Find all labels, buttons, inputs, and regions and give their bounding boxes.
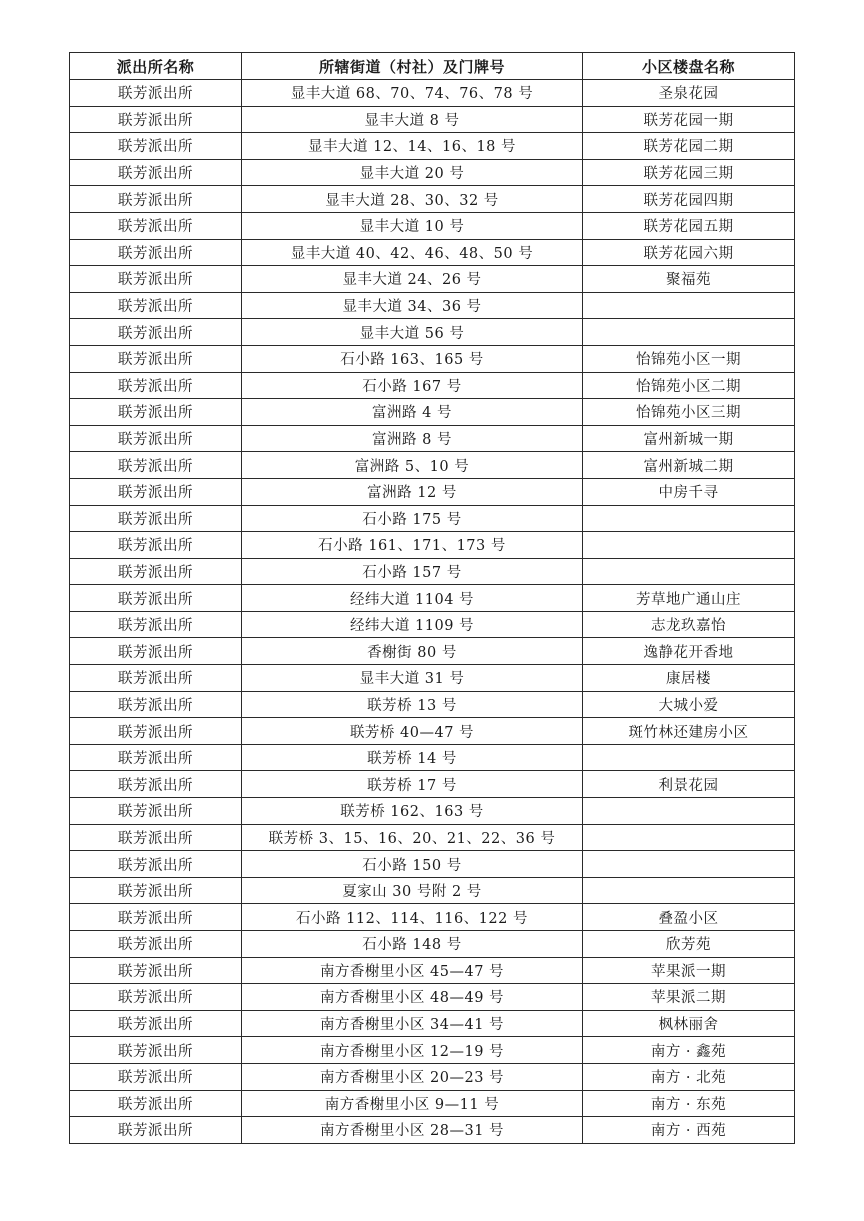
cell-community-name: 联芳花园一期 xyxy=(583,106,795,133)
cell-police-station: 联芳派出所 xyxy=(70,266,242,293)
cell-community-name: 富州新城一期 xyxy=(583,425,795,452)
table-row xyxy=(70,638,795,665)
cell-community-name: 南方 · 北苑 xyxy=(583,1063,795,1090)
table-row xyxy=(70,532,795,559)
cell-street-address: 石小路 150 号 xyxy=(242,851,583,878)
table-row xyxy=(70,319,795,346)
cell-community-name: 怡锦苑小区一期 xyxy=(583,345,795,372)
cell-police-station: 联芳派出所 xyxy=(70,931,242,958)
cell-street-address: 联芳桥 13 号 xyxy=(242,691,583,718)
table-row xyxy=(70,931,795,958)
cell-community-name: 叠盈小区 xyxy=(583,904,795,931)
cell-street-address: 经纬大道 1109 号 xyxy=(242,611,583,638)
cell-street-address: 显丰大道 34、36 号 xyxy=(242,292,583,319)
cell-street-address: 石小路 157 号 xyxy=(242,558,583,585)
table-row xyxy=(70,984,795,1011)
cell-street-address: 香榭街 80 号 xyxy=(242,638,583,665)
table-row xyxy=(70,798,795,825)
table-row xyxy=(70,691,795,718)
cell-community-name: 富州新城二期 xyxy=(583,452,795,479)
cell-police-station: 联芳派出所 xyxy=(70,665,242,692)
cell-police-station: 联芳派出所 xyxy=(70,133,242,160)
cell-street-address: 联芳桥 162、163 号 xyxy=(242,798,583,825)
cell-community-name: 芳草地广通山庄 xyxy=(583,585,795,612)
table-row xyxy=(70,771,795,798)
cell-street-address: 富洲路 4 号 xyxy=(242,399,583,426)
table-row xyxy=(70,292,795,319)
cell-community-name: 圣泉花园 xyxy=(583,80,795,107)
table-row xyxy=(70,824,795,851)
table-row xyxy=(70,159,795,186)
table-row xyxy=(70,399,795,426)
table-row xyxy=(70,851,795,878)
cell-police-station: 联芳派出所 xyxy=(70,744,242,771)
cell-police-station: 联芳派出所 xyxy=(70,904,242,931)
cell-police-station: 联芳派出所 xyxy=(70,718,242,745)
cell-street-address: 经纬大道 1104 号 xyxy=(242,585,583,612)
cell-community-name: 利景花园 xyxy=(583,771,795,798)
cell-street-address: 显丰大道 24、26 号 xyxy=(242,266,583,293)
table-row xyxy=(70,1010,795,1037)
table-row xyxy=(70,345,795,372)
cell-community-name: 怡锦苑小区二期 xyxy=(583,372,795,399)
table-row xyxy=(70,877,795,904)
table-row xyxy=(70,133,795,160)
cell-street-address: 联芳桥 14 号 xyxy=(242,744,583,771)
table-row xyxy=(70,904,795,931)
cell-community-name xyxy=(583,744,795,771)
table-row xyxy=(70,744,795,771)
cell-police-station: 联芳派出所 xyxy=(70,399,242,426)
table-row xyxy=(70,1090,795,1117)
table-row xyxy=(70,106,795,133)
cell-community-name: 联芳花园二期 xyxy=(583,133,795,160)
cell-police-station: 联芳派出所 xyxy=(70,1037,242,1064)
cell-community-name: 苹果派一期 xyxy=(583,957,795,984)
cell-community-name xyxy=(583,319,795,346)
cell-police-station: 联芳派出所 xyxy=(70,319,242,346)
cell-community-name xyxy=(583,824,795,851)
cell-community-name: 联芳花园六期 xyxy=(583,239,795,266)
cell-street-address: 显丰大道 12、14、16、18 号 xyxy=(242,133,583,160)
cell-community-name: 苹果派二期 xyxy=(583,984,795,1011)
cell-street-address: 显丰大道 10 号 xyxy=(242,212,583,239)
cell-street-address: 南方香榭里小区 20—23 号 xyxy=(242,1063,583,1090)
cell-police-station: 联芳派出所 xyxy=(70,957,242,984)
cell-street-address: 石小路 112、114、116、122 号 xyxy=(242,904,583,931)
cell-police-station: 联芳派出所 xyxy=(70,1117,242,1144)
cell-street-address: 南方香榭里小区 12—19 号 xyxy=(242,1037,583,1064)
cell-street-address: 联芳桥 3、15、16、20、21、22、36 号 xyxy=(242,824,583,851)
cell-police-station: 联芳派出所 xyxy=(70,239,242,266)
cell-police-station: 联芳派出所 xyxy=(70,771,242,798)
cell-community-name: 南方 · 鑫苑 xyxy=(583,1037,795,1064)
cell-street-address: 石小路 163、165 号 xyxy=(242,345,583,372)
cell-street-address: 显丰大道 8 号 xyxy=(242,106,583,133)
cell-community-name: 联芳花园三期 xyxy=(583,159,795,186)
cell-street-address: 石小路 167 号 xyxy=(242,372,583,399)
cell-community-name: 南方 · 东苑 xyxy=(583,1090,795,1117)
cell-police-station: 联芳派出所 xyxy=(70,212,242,239)
cell-community-name: 逸静花开香地 xyxy=(583,638,795,665)
cell-police-station: 联芳派出所 xyxy=(70,611,242,638)
cell-street-address: 富洲路 8 号 xyxy=(242,425,583,452)
cell-police-station: 联芳派出所 xyxy=(70,345,242,372)
cell-police-station: 联芳派出所 xyxy=(70,452,242,479)
cell-police-station: 联芳派出所 xyxy=(70,292,242,319)
cell-community-name xyxy=(583,532,795,559)
table-row xyxy=(70,957,795,984)
cell-police-station: 联芳派出所 xyxy=(70,824,242,851)
table-body xyxy=(70,80,795,1144)
cell-police-station: 联芳派出所 xyxy=(70,159,242,186)
cell-street-address: 石小路 175 号 xyxy=(242,505,583,532)
cell-police-station: 联芳派出所 xyxy=(70,186,242,213)
cell-community-name: 联芳花园五期 xyxy=(583,212,795,239)
cell-community-name xyxy=(583,798,795,825)
cell-police-station: 联芳派出所 xyxy=(70,1010,242,1037)
cell-community-name: 康居楼 xyxy=(583,665,795,692)
cell-police-station: 联芳派出所 xyxy=(70,638,242,665)
jurisdiction-table-container xyxy=(69,52,794,1144)
table-row xyxy=(70,1037,795,1064)
cell-community-name: 聚福苑 xyxy=(583,266,795,293)
table-row xyxy=(70,1117,795,1144)
cell-street-address: 石小路 161、171、173 号 xyxy=(242,532,583,559)
table-row xyxy=(70,372,795,399)
table-row xyxy=(70,425,795,452)
cell-police-station: 联芳派出所 xyxy=(70,1090,242,1117)
cell-police-station: 联芳派出所 xyxy=(70,851,242,878)
cell-police-station: 联芳派出所 xyxy=(70,532,242,559)
cell-police-station: 联芳派出所 xyxy=(70,80,242,107)
header-police-station: 派出所名称 xyxy=(70,53,242,80)
cell-police-station: 联芳派出所 xyxy=(70,585,242,612)
cell-community-name xyxy=(583,851,795,878)
jurisdiction-table xyxy=(69,52,795,1144)
cell-police-station: 联芳派出所 xyxy=(70,558,242,585)
table-row xyxy=(70,239,795,266)
cell-police-station: 联芳派出所 xyxy=(70,798,242,825)
cell-police-station: 联芳派出所 xyxy=(70,877,242,904)
cell-community-name xyxy=(583,505,795,532)
cell-community-name xyxy=(583,558,795,585)
cell-police-station: 联芳派出所 xyxy=(70,478,242,505)
cell-street-address: 联芳桥 17 号 xyxy=(242,771,583,798)
cell-community-name: 斑竹林还建房小区 xyxy=(583,718,795,745)
cell-street-address: 联芳桥 40—47 号 xyxy=(242,718,583,745)
cell-community-name: 怡锦苑小区三期 xyxy=(583,399,795,426)
cell-community-name: 中房千寻 xyxy=(583,478,795,505)
table-row xyxy=(70,558,795,585)
table-header-row xyxy=(70,53,795,80)
table-row xyxy=(70,505,795,532)
cell-police-station: 联芳派出所 xyxy=(70,984,242,1011)
cell-community-name xyxy=(583,292,795,319)
cell-community-name: 枫林丽舍 xyxy=(583,1010,795,1037)
table-row xyxy=(70,611,795,638)
table-row xyxy=(70,452,795,479)
cell-street-address: 夏家山 30 号附 2 号 xyxy=(242,877,583,904)
cell-community-name: 南方 · 西苑 xyxy=(583,1117,795,1144)
table-row xyxy=(70,1063,795,1090)
cell-police-station: 联芳派出所 xyxy=(70,425,242,452)
cell-police-station: 联芳派出所 xyxy=(70,106,242,133)
cell-street-address: 显丰大道 20 号 xyxy=(242,159,583,186)
table-row xyxy=(70,478,795,505)
header-street-address: 所辖街道（村社）及门牌号 xyxy=(242,53,583,80)
cell-police-station: 联芳派出所 xyxy=(70,505,242,532)
cell-community-name: 大城小爱 xyxy=(583,691,795,718)
cell-street-address: 显丰大道 28、30、32 号 xyxy=(242,186,583,213)
table-row xyxy=(70,718,795,745)
cell-street-address: 显丰大道 40、42、46、48、50 号 xyxy=(242,239,583,266)
cell-community-name xyxy=(583,877,795,904)
table-row xyxy=(70,665,795,692)
cell-street-address: 石小路 148 号 xyxy=(242,931,583,958)
cell-street-address: 显丰大道 68、70、74、76、78 号 xyxy=(242,80,583,107)
cell-community-name: 欣芳苑 xyxy=(583,931,795,958)
cell-street-address: 南方香榭里小区 34—41 号 xyxy=(242,1010,583,1037)
table-row xyxy=(70,585,795,612)
cell-police-station: 联芳派出所 xyxy=(70,372,242,399)
cell-community-name: 联芳花园四期 xyxy=(583,186,795,213)
cell-community-name: 志龙玖嘉怡 xyxy=(583,611,795,638)
header-community-name: 小区楼盘名称 xyxy=(583,53,795,80)
table-row xyxy=(70,186,795,213)
cell-police-station: 联芳派出所 xyxy=(70,691,242,718)
table-row xyxy=(70,212,795,239)
cell-street-address: 南方香榭里小区 45—47 号 xyxy=(242,957,583,984)
cell-police-station: 联芳派出所 xyxy=(70,1063,242,1090)
table-row xyxy=(70,266,795,293)
cell-street-address: 南方香榭里小区 28—31 号 xyxy=(242,1117,583,1144)
cell-street-address: 显丰大道 56 号 xyxy=(242,319,583,346)
cell-street-address: 南方香榭里小区 9—11 号 xyxy=(242,1090,583,1117)
cell-street-address: 富洲路 12 号 xyxy=(242,478,583,505)
cell-street-address: 显丰大道 31 号 xyxy=(242,665,583,692)
cell-street-address: 南方香榭里小区 48—49 号 xyxy=(242,984,583,1011)
table-row xyxy=(70,80,795,107)
cell-street-address: 富洲路 5、10 号 xyxy=(242,452,583,479)
